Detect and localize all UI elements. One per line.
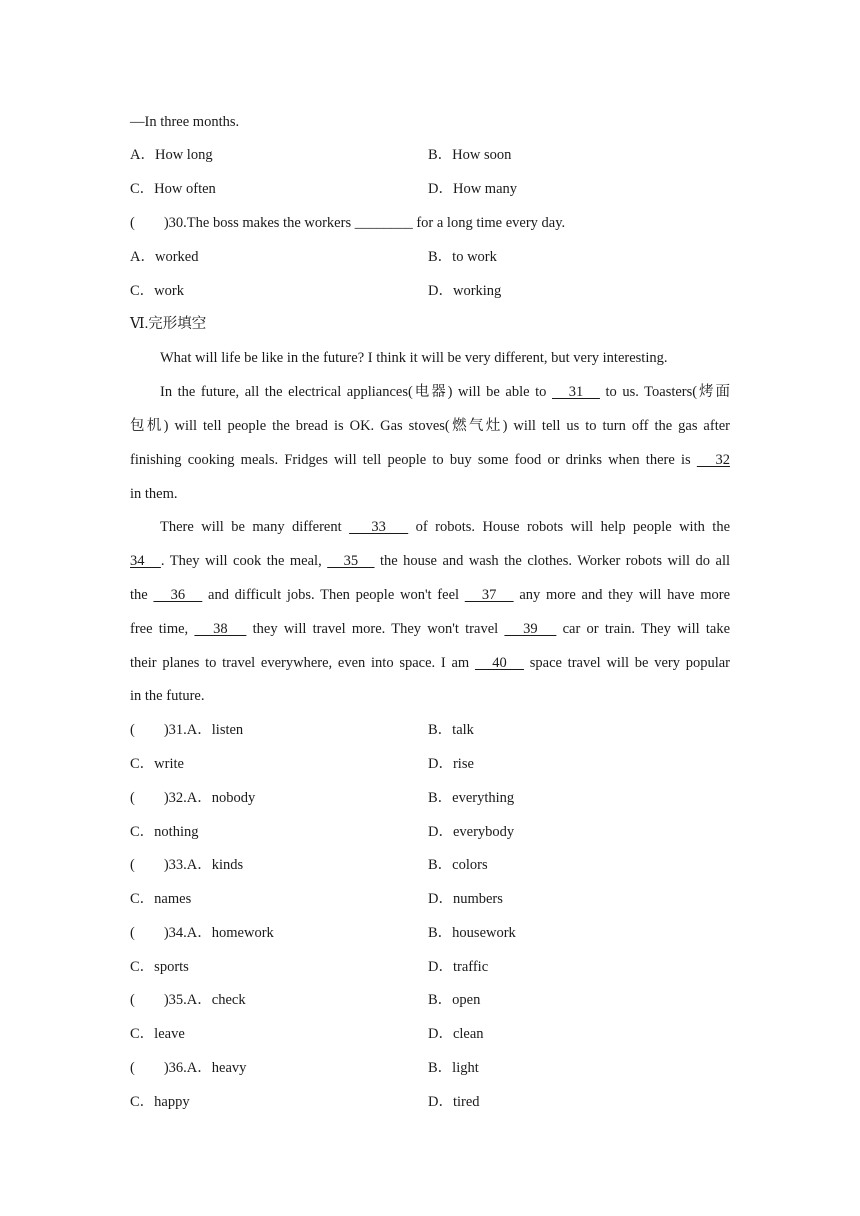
passage-text: they will travel more. They won't travel — [246, 621, 505, 637]
option-b: B．everything — [428, 790, 515, 806]
option-b: B．How soon — [428, 147, 512, 163]
passage-text: to us. Toasters(烤面 — [599, 384, 730, 400]
option-d: D．clean — [428, 1026, 484, 1042]
section-title: Ⅵ.完形填空 — [130, 316, 207, 332]
passage-text: the house and wash the clothes. Worker robots will do all — [374, 553, 730, 569]
answer-paren: ( ) — [130, 722, 169, 738]
passage-text: There will be many different — [160, 519, 350, 535]
passage-line: in them. — [130, 486, 178, 502]
option-d: D．rise — [428, 756, 474, 772]
blank-32: 32 — [696, 452, 730, 468]
option-b: B．housework — [428, 925, 516, 941]
stem-text: 30.The boss makes the workers — [168, 215, 355, 231]
passage-text: finishing cooking meals. Fridges will tell people to buy some food or drinks when there is — [130, 452, 697, 468]
answer-line: —In three months. — [130, 114, 240, 130]
blank-36: 36 — [153, 587, 203, 603]
passage-paragraph-1: What will life be like in the future? I think it will be very different, but very interesting. — [160, 350, 668, 366]
blank-37: 37 — [464, 587, 514, 603]
option-c: C．write — [130, 756, 184, 772]
question-number: 34. — [168, 925, 187, 941]
option-b: B．light — [428, 1060, 479, 1076]
answer-paren: ( ) — [130, 790, 169, 806]
option-c: C．How often — [130, 181, 216, 197]
answer-paren: ( ) — [130, 992, 169, 1008]
passage-line — [130, 450, 730, 470]
passage-text: space travel will be very popular — [523, 655, 730, 671]
option-c: C．work — [130, 283, 184, 299]
option-a: A．How long — [130, 147, 213, 163]
option-a: A．check — [186, 992, 246, 1008]
stem-text: for a long time every day. — [412, 215, 566, 231]
passage-text: their planes to travel everywhere, even into space. I am — [130, 655, 475, 671]
passage-line — [160, 517, 730, 537]
blank-31: 31 — [552, 384, 600, 400]
passage-text: the — [130, 587, 154, 603]
answer-paren: ( ) — [130, 1060, 169, 1076]
option-a: A．heavy — [186, 1060, 247, 1076]
question-32 — [130, 788, 255, 808]
question-number: 35. — [168, 992, 187, 1008]
passage-line — [160, 382, 730, 402]
passage-text: and difficult jobs. Then people won't feel — [202, 587, 465, 603]
question-number: 33. — [168, 857, 187, 873]
passage-text: any more and they will have more — [513, 587, 730, 603]
option-d: D．tired — [428, 1094, 480, 1110]
passage-text: free time, — [130, 621, 195, 637]
option-d: D．working — [428, 283, 502, 299]
option-a: A．listen — [186, 722, 244, 738]
option-b: B．to work — [428, 249, 497, 265]
question-33 — [130, 855, 243, 875]
blank-34: 34 — [130, 553, 161, 569]
question-number: 36. — [168, 1060, 187, 1076]
question-34 — [130, 923, 274, 943]
question-36 — [130, 1058, 246, 1078]
question-35 — [130, 990, 246, 1010]
answer-paren: ( ) — [130, 215, 169, 231]
question-number: 31. — [168, 722, 187, 738]
passage-text: In the future, all the electrical appliances(电器) will be able to — [160, 384, 552, 400]
option-c: C．leave — [130, 1026, 185, 1042]
option-c: C．sports — [130, 959, 189, 975]
option-a: A．homework — [186, 925, 274, 941]
passage-line — [130, 619, 730, 639]
option-a: A．kinds — [186, 857, 244, 873]
passage-text: car or train. They will take — [556, 621, 730, 637]
option-a: A．nobody — [186, 790, 256, 806]
passage-line — [130, 551, 730, 571]
question-number: 32. — [168, 790, 187, 806]
option-b: B．talk — [428, 722, 474, 738]
passage-text: of robots. House robots will help people with the — [408, 519, 730, 535]
option-d: D．everybody — [428, 824, 515, 840]
option-b: B．open — [428, 992, 481, 1008]
answer-paren: ( ) — [130, 857, 169, 873]
passage-line: 包机) will tell people the bread is OK. Gas stoves(燃气灶) will tell us to turn off the gas after — [130, 418, 730, 434]
passage-text: . They will cook the meal, — [160, 553, 328, 569]
blank-33: 33 — [349, 519, 409, 535]
question-31 — [130, 720, 243, 740]
passage-line: in the future. — [130, 688, 205, 704]
option-c: C．nothing — [130, 824, 199, 840]
passage-line — [130, 585, 730, 605]
blank-35: 35 — [327, 553, 375, 569]
option-d: D．numbers — [428, 891, 503, 907]
answer-blank: ________ — [354, 215, 413, 231]
question-30-stem — [130, 213, 565, 233]
passage-line — [130, 653, 730, 673]
option-b: B．colors — [428, 857, 488, 873]
option-d: D．How many — [428, 181, 518, 197]
blank-39: 39 — [504, 621, 557, 637]
option-d: D．traffic — [428, 959, 489, 975]
option-c: C．names — [130, 891, 192, 907]
blank-38: 38 — [194, 621, 247, 637]
option-c: C．happy — [130, 1094, 190, 1110]
answer-paren: ( ) — [130, 925, 169, 941]
option-a: A．worked — [130, 249, 199, 265]
blank-40: 40 — [474, 655, 524, 671]
